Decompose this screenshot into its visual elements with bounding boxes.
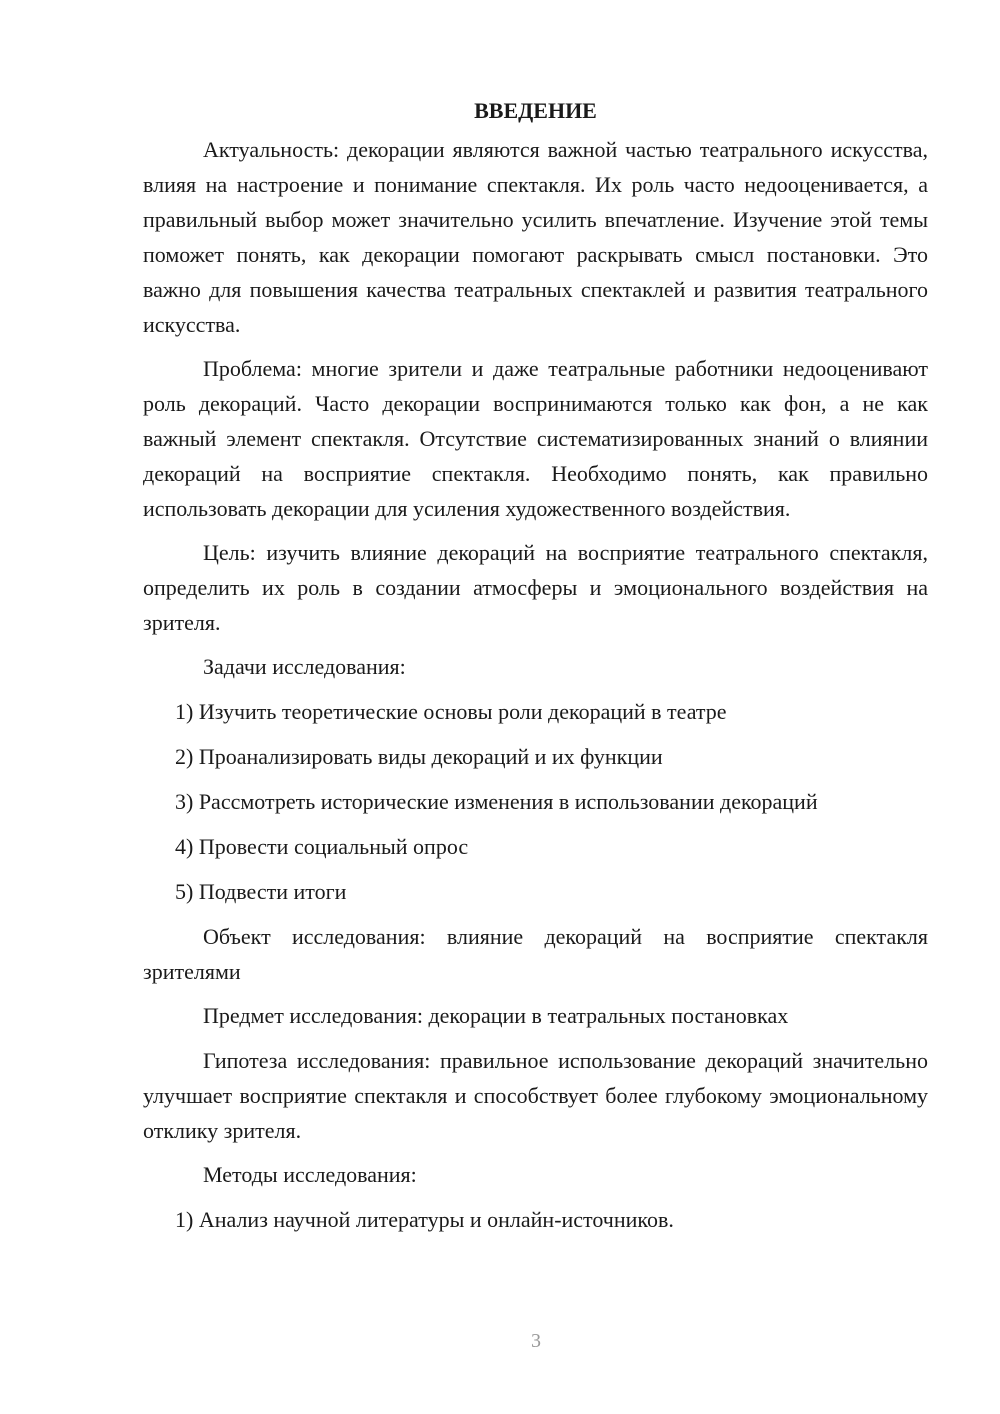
hypothesis-paragraph: Гипотеза исследования: правильное использование декораций значительно улучшает восприятие спектакля и способствует более глубокому эмоциональному отклику зрителя. <box>143 1048 928 1143</box>
task-item: 4) Провести социальный опрос <box>175 834 469 859</box>
goal-paragraph: Цель: изучить влияние декораций на восприятие театрального спектакля, определить их роль в создании атмосферы и эмоционального воздействия на зрителя. <box>143 540 928 635</box>
task-item: 1) Изучить теоретические основы роли декораций в театре <box>175 699 727 724</box>
task-item: 2) Проанализировать виды декораций и их функции <box>175 744 663 769</box>
task-item: 5) Подвести итоги <box>175 879 347 904</box>
section-heading: ВВЕДЕНИЕ <box>474 98 597 123</box>
task-item: 3) Рассмотреть исторические изменения в использовании декораций <box>175 789 818 814</box>
problem-paragraph: Проблема: многие зрители и даже театральные работники недооценивают роль декораций. Часто декорации воспринимаются только как фон, а не как важный элемент спектакля. Отсутствие систематизированных знаний о влиянии декораций на восприятие спектакля. Необходимо понять, как правильно использовать декорации для усиления художественного воздействия. <box>143 356 928 521</box>
method-item: 1) Анализ научной литературы и онлайн-источников. <box>175 1207 674 1232</box>
methods-title: Методы исследования: <box>203 1162 417 1187</box>
relevance-paragraph: Актуальность: декорации являются важной частью театрального искусства, влияя на настроение и понимание спектакля. Их роль часто недооценивается, а правильный выбор может значительно усилить впечатление. Изучение этой темы поможет понять, как декорации помогают раскрывать смысл постановки. Это важно для повышения качества театральных спектаклей и развития театрального искусства. <box>143 137 928 337</box>
object-paragraph: Объект исследования: влияние декораций на восприятие спектакля зрителями <box>143 924 928 984</box>
tasks-title: Задачи исследования: <box>203 654 406 679</box>
subject-paragraph: Предмет исследования: декорации в театральных постановках <box>203 1003 789 1028</box>
page-number: 3 <box>531 1330 541 1352</box>
document-page <box>143 93 928 1247</box>
